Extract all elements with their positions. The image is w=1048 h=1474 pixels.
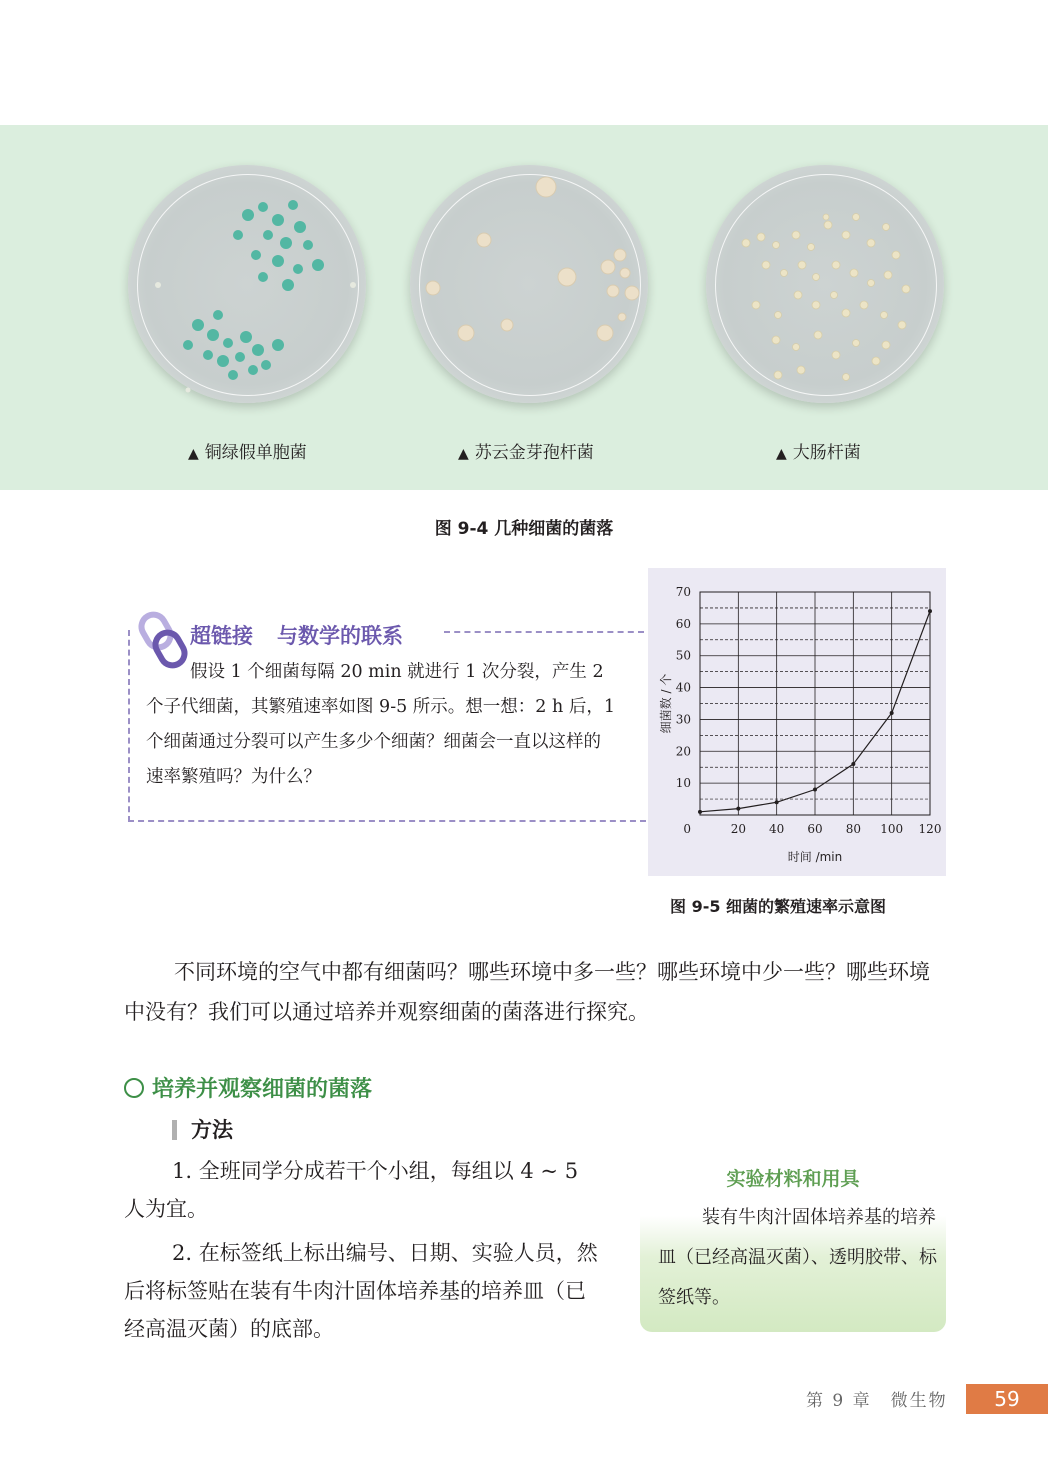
section-title: 培养并观察细菌的菌落 [124, 1072, 372, 1103]
data-point [890, 711, 894, 715]
y-tick-label: 30 [675, 712, 691, 727]
colonies-bacillus [410, 165, 648, 403]
petri-dish-ecoli [706, 165, 944, 403]
growth-chart-svg [648, 568, 946, 876]
x-tick-label: 20 [730, 822, 746, 836]
plate-caption-1: ▲ 铜绿假单胞菌 [188, 443, 307, 463]
y-tick-label: 50 [675, 648, 691, 663]
materials-box [640, 1158, 946, 1332]
circle-icon [124, 1078, 144, 1098]
data-point [736, 807, 740, 811]
x-tick-label: 80 [845, 822, 861, 836]
step-2: 2. 在标签纸上标出编号、日期、实验人员，然后将标签贴在装有牛肉汁固体培养基的培养皿（已经高温灭菌）的底部。 [124, 1241, 598, 1341]
chapter-footer: 第 9 章 微生物 [806, 1391, 948, 1411]
growth-chart [648, 568, 946, 876]
y-tick-label: 40 [675, 680, 691, 695]
hyperlink-title [190, 620, 427, 650]
y-tick-label: 70 [675, 585, 691, 599]
page-number: 59 [966, 1384, 1048, 1414]
data-point [775, 800, 779, 804]
x-tick-label: 40 [769, 822, 785, 836]
colonies-pseudomonas [128, 165, 366, 403]
x-tick-label: 60 [807, 822, 823, 836]
materials-title: 实验材料和用具 [726, 1168, 860, 1190]
method-steps [124, 1152, 604, 1348]
plate-caption-2: ▲ 苏云金芽孢杆菌 [458, 443, 594, 463]
hyperlink-divider [444, 631, 644, 633]
y-tick-label: 10 [675, 776, 691, 791]
y-tick-label: 60 [675, 616, 691, 631]
x-axis-label: 时间 /min [787, 850, 843, 864]
figure-9-5-caption: 图 9-5 细菌的繁殖速率示意图 [670, 897, 887, 916]
figure-9-4-panel [0, 125, 1048, 490]
intro-paragraph: 不同环境的空气中都有细菌吗？哪些环境中多一些？哪些环境中少一些？哪些环境中没有？我们可以通过培养并观察细菌的菌落进行探究。 [124, 960, 930, 1024]
petri-dish-pseudomonas [128, 165, 366, 403]
x-tick-label: 100 [880, 822, 904, 836]
method-heading: 方法 [172, 1114, 233, 1144]
data-point [851, 762, 855, 766]
figure-9-4-caption: 图 9-4 几种细菌的菌落 [434, 519, 614, 539]
materials-text: 装有牛肉汁固体培养基的培养皿（已经高温灭菌）、透明胶带、标签纸等。 [658, 1207, 937, 1308]
data-point [698, 810, 702, 814]
colonies-ecoli [706, 165, 944, 403]
origin-label: 0 [683, 822, 691, 836]
hyperlink-tag: 超链接 [190, 624, 253, 648]
hyperlink-heading: 与数学的联系 [277, 624, 403, 648]
step-1: 1. 全班同学分成若干个小组，每组以 4 ~ 5 人为宜。 [124, 1159, 579, 1221]
x-tick-label: 120 [918, 822, 942, 836]
plate-caption-3: ▲ 大肠杆菌 [776, 443, 861, 463]
data-point [813, 788, 817, 792]
data-point [928, 609, 932, 613]
y-tick-label: 20 [675, 744, 691, 759]
hyperlink-text: 假设 1 个细菌每隔 20 min 就进行 1 次分裂，产生 2 个子代细菌，其繁殖速率如图 9-5 所示。想一想：2 h 后，1 个细菌通过分裂可以产生多少个细菌？细菌会一直以这样的速率繁殖吗？为什么？ [146, 662, 615, 787]
y-axis-label: 细菌数 / 个 [659, 673, 673, 734]
petri-dish-bacillus [410, 165, 648, 403]
